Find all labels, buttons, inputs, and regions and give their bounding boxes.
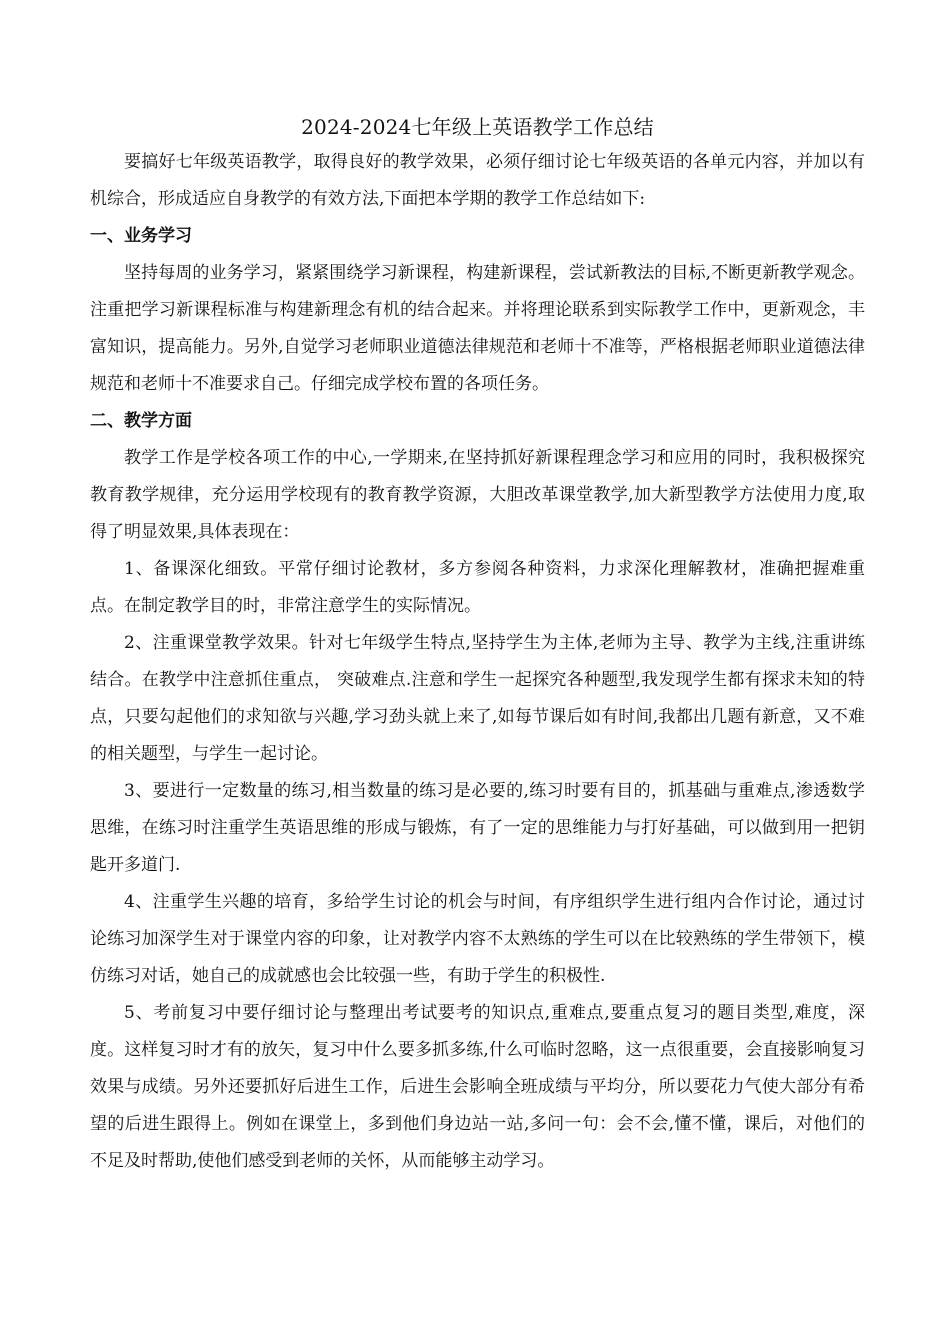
list-item: 1、备课深化细致。平常仔细讨论教材，多方参阅各种资料，力求深化理解教材，准确把握难重点。在制定教学目的时，非常注意学生的实际情况。 <box>90 559 865 616</box>
section-heading-teaching: 二、教学方面 <box>90 411 192 431</box>
document-page <box>90 112 865 1180</box>
list-item: 5、考前复习中要仔细讨论与整理出考试要考的知识点,重难点,要重点复习的题目类型,难度，深度。这样复习时才有的放矢，复习中什么要多抓多练,什么可临时忽略，这一点很重要，会直接影响复习效果与成绩。另外还要抓好后进生工作，后进生会影响全班成绩与平均分，所以要花力气使大部分有希望的后进生跟得上。例如在课堂上，多到他们身边站一站,多问一句：会不会,懂不懂，课后，对他们的不足及时帮助,使他们感受到老师的关怀，从而能够主动学习。 <box>90 1003 865 1171</box>
document-title: 2024-2024七年级上英语教学工作总结 <box>301 115 654 139</box>
list-item: 3、要进行一定数量的练习,相当数量的练习是必要的,练习时要有目的，抓基础与重难点,渗透数学思维，在练习时注重学生英语思维的形成与锻炼，有了一定的思维能力与打好基础，可以做到用一把钥匙开多道门. <box>90 781 865 875</box>
intro-paragraph: 要搞好七年级英语教学，取得良好的教学效果，必须仔细讨论七年级英语的各单元内容，并加以有机综合，形成适应自身教学的有效方法,下面把本学期的教学工作总结如下: <box>90 152 865 209</box>
list-item: 4、注重学生兴趣的培育，多给学生讨论的机会与时间，有序组织学生进行组内合作讨论，通过讨论练习加深学生对于课堂内容的印象，让对教学内容不太熟练的学生可以在比较熟练的学生带领下，模仿练习对话，她自己的成就感也会比较强一些，有助于学生的积极性. <box>90 892 865 986</box>
list-item: 2、注重课堂教学效果。针对七年级学生特点,坚持学生为主体,老师为主导、教学为主线,注重讲练结合。在教学中注意抓住重点， 突破难点.注意和学生一起探究各种题型,我发现学生都有探求未知的特点，只要勾起他们的求知欲与兴趣,学习劲头就上来了,如每节课后如有时间,我都出几题有新意，又不难的相关题型，与学生一起讨论。 <box>90 633 865 764</box>
section-heading-business-study: 一、业务学习 <box>90 226 192 246</box>
section-body-business-study: 坚持每周的业务学习，紧紧围绕学习新课程，构建新课程，尝试新教法的目标,不断更新教学观念。注重把学习新课程标准与构建新理念有机的结合起来。并将理论联系到实际教学工作中，更新观念，丰富知识，提高能力。另外,自觉学习老师职业道德法律规范和老师十不准等，严格根据老师职业道德法律规范和老师十不准要求自己。仔细完成学校布置的各项任务。 <box>90 263 865 394</box>
section-body-teaching: 教学工作是学校各项工作的中心,一学期来,在坚持抓好新课程理念学习和应用的同时，我积极探究教育教学规律，充分运用学校现有的教育教学资源，大胆改革课堂教学,加大新型教学方法使用力度,取得了明显效果,具体表现在： <box>90 448 865 542</box>
